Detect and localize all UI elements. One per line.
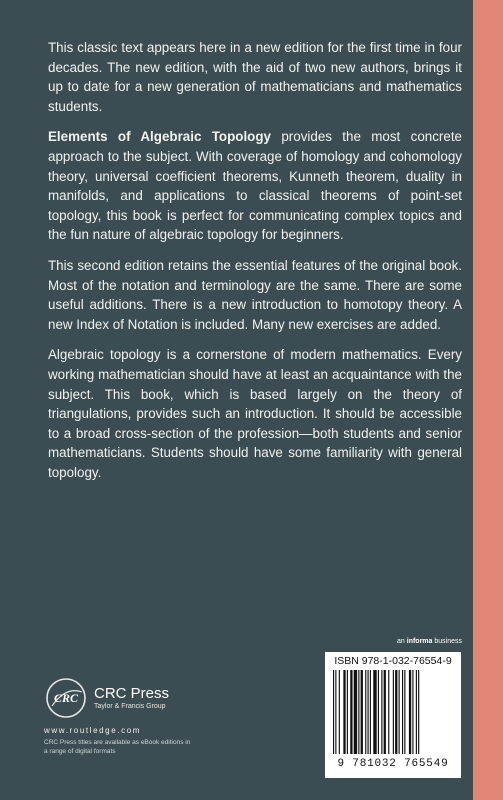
blurb-paragraph-2-text: provides the most concrete approach to the subject. With coverage of homology and cohomology theory, universal coefficient theorems, Kunneth theorem, duality in manifolds, and applications to classical theorems of point-set topology, this book is perfect for communicating complex topics and the fun nature of algebraic topology for beginners.	[48, 129, 462, 243]
informa-suffix: business	[432, 638, 462, 645]
blurb-paragraph-3: This second edition retains the essential features of the original book. Most of the notation and terminology are the same. There are some useful additions. There is a new introduction to homotopy theory. A new Index of Notation is included. Many new exercises are added.	[48, 257, 462, 332]
publisher-name-block	[94, 685, 169, 711]
publisher-block	[44, 676, 264, 756]
accent-strip	[473, 0, 503, 800]
blurb-text	[48, 38, 462, 493]
isbn-barcode	[325, 652, 461, 778]
publisher-website: www.routledge.com	[44, 726, 142, 735]
blurb-paragraph-2	[48, 127, 462, 245]
barcode-digits: 9 781032 765549	[337, 758, 449, 770]
barcode-bars	[331, 670, 455, 756]
publisher-name: CRC Press	[94, 685, 170, 702]
informa-brand: informa	[406, 638, 433, 645]
crc-logo-text: CRC	[53, 691, 79, 705]
publisher-group: Taylor & Francis Group	[94, 703, 166, 710]
publisher-logo-row	[44, 676, 264, 720]
isbn-label: ISBN 978-1-032-76554-9	[334, 655, 452, 667]
ebook-note: CRC Press titles are available as eBook editions in a range of digital formats	[44, 739, 191, 755]
blurb-paragraph-4: Algebraic topology is a cornerstone of modern mathematics. Every working mathematician should have at least an acquaintance with the subject. This book, which is based largely on the theory of triangulations, provides such an introduction. It should be accessible to a broad cross-section of the profession—both students and senior mathematicians. Students should have some familiarity with general topology.	[48, 347, 462, 480]
crc-logo-icon	[44, 676, 88, 720]
book-title-bold: Elements of Algebraic Topology	[48, 129, 271, 145]
blurb-paragraph-1: This classic text appears here in a new edition for the first time in four decades. The new edition, with the aid of two new authors, brings it up to date for a new generation of mathematicians and mathematics students.	[48, 40, 462, 114]
informa-prefix: an	[397, 638, 407, 645]
informa-tagline	[370, 638, 462, 645]
